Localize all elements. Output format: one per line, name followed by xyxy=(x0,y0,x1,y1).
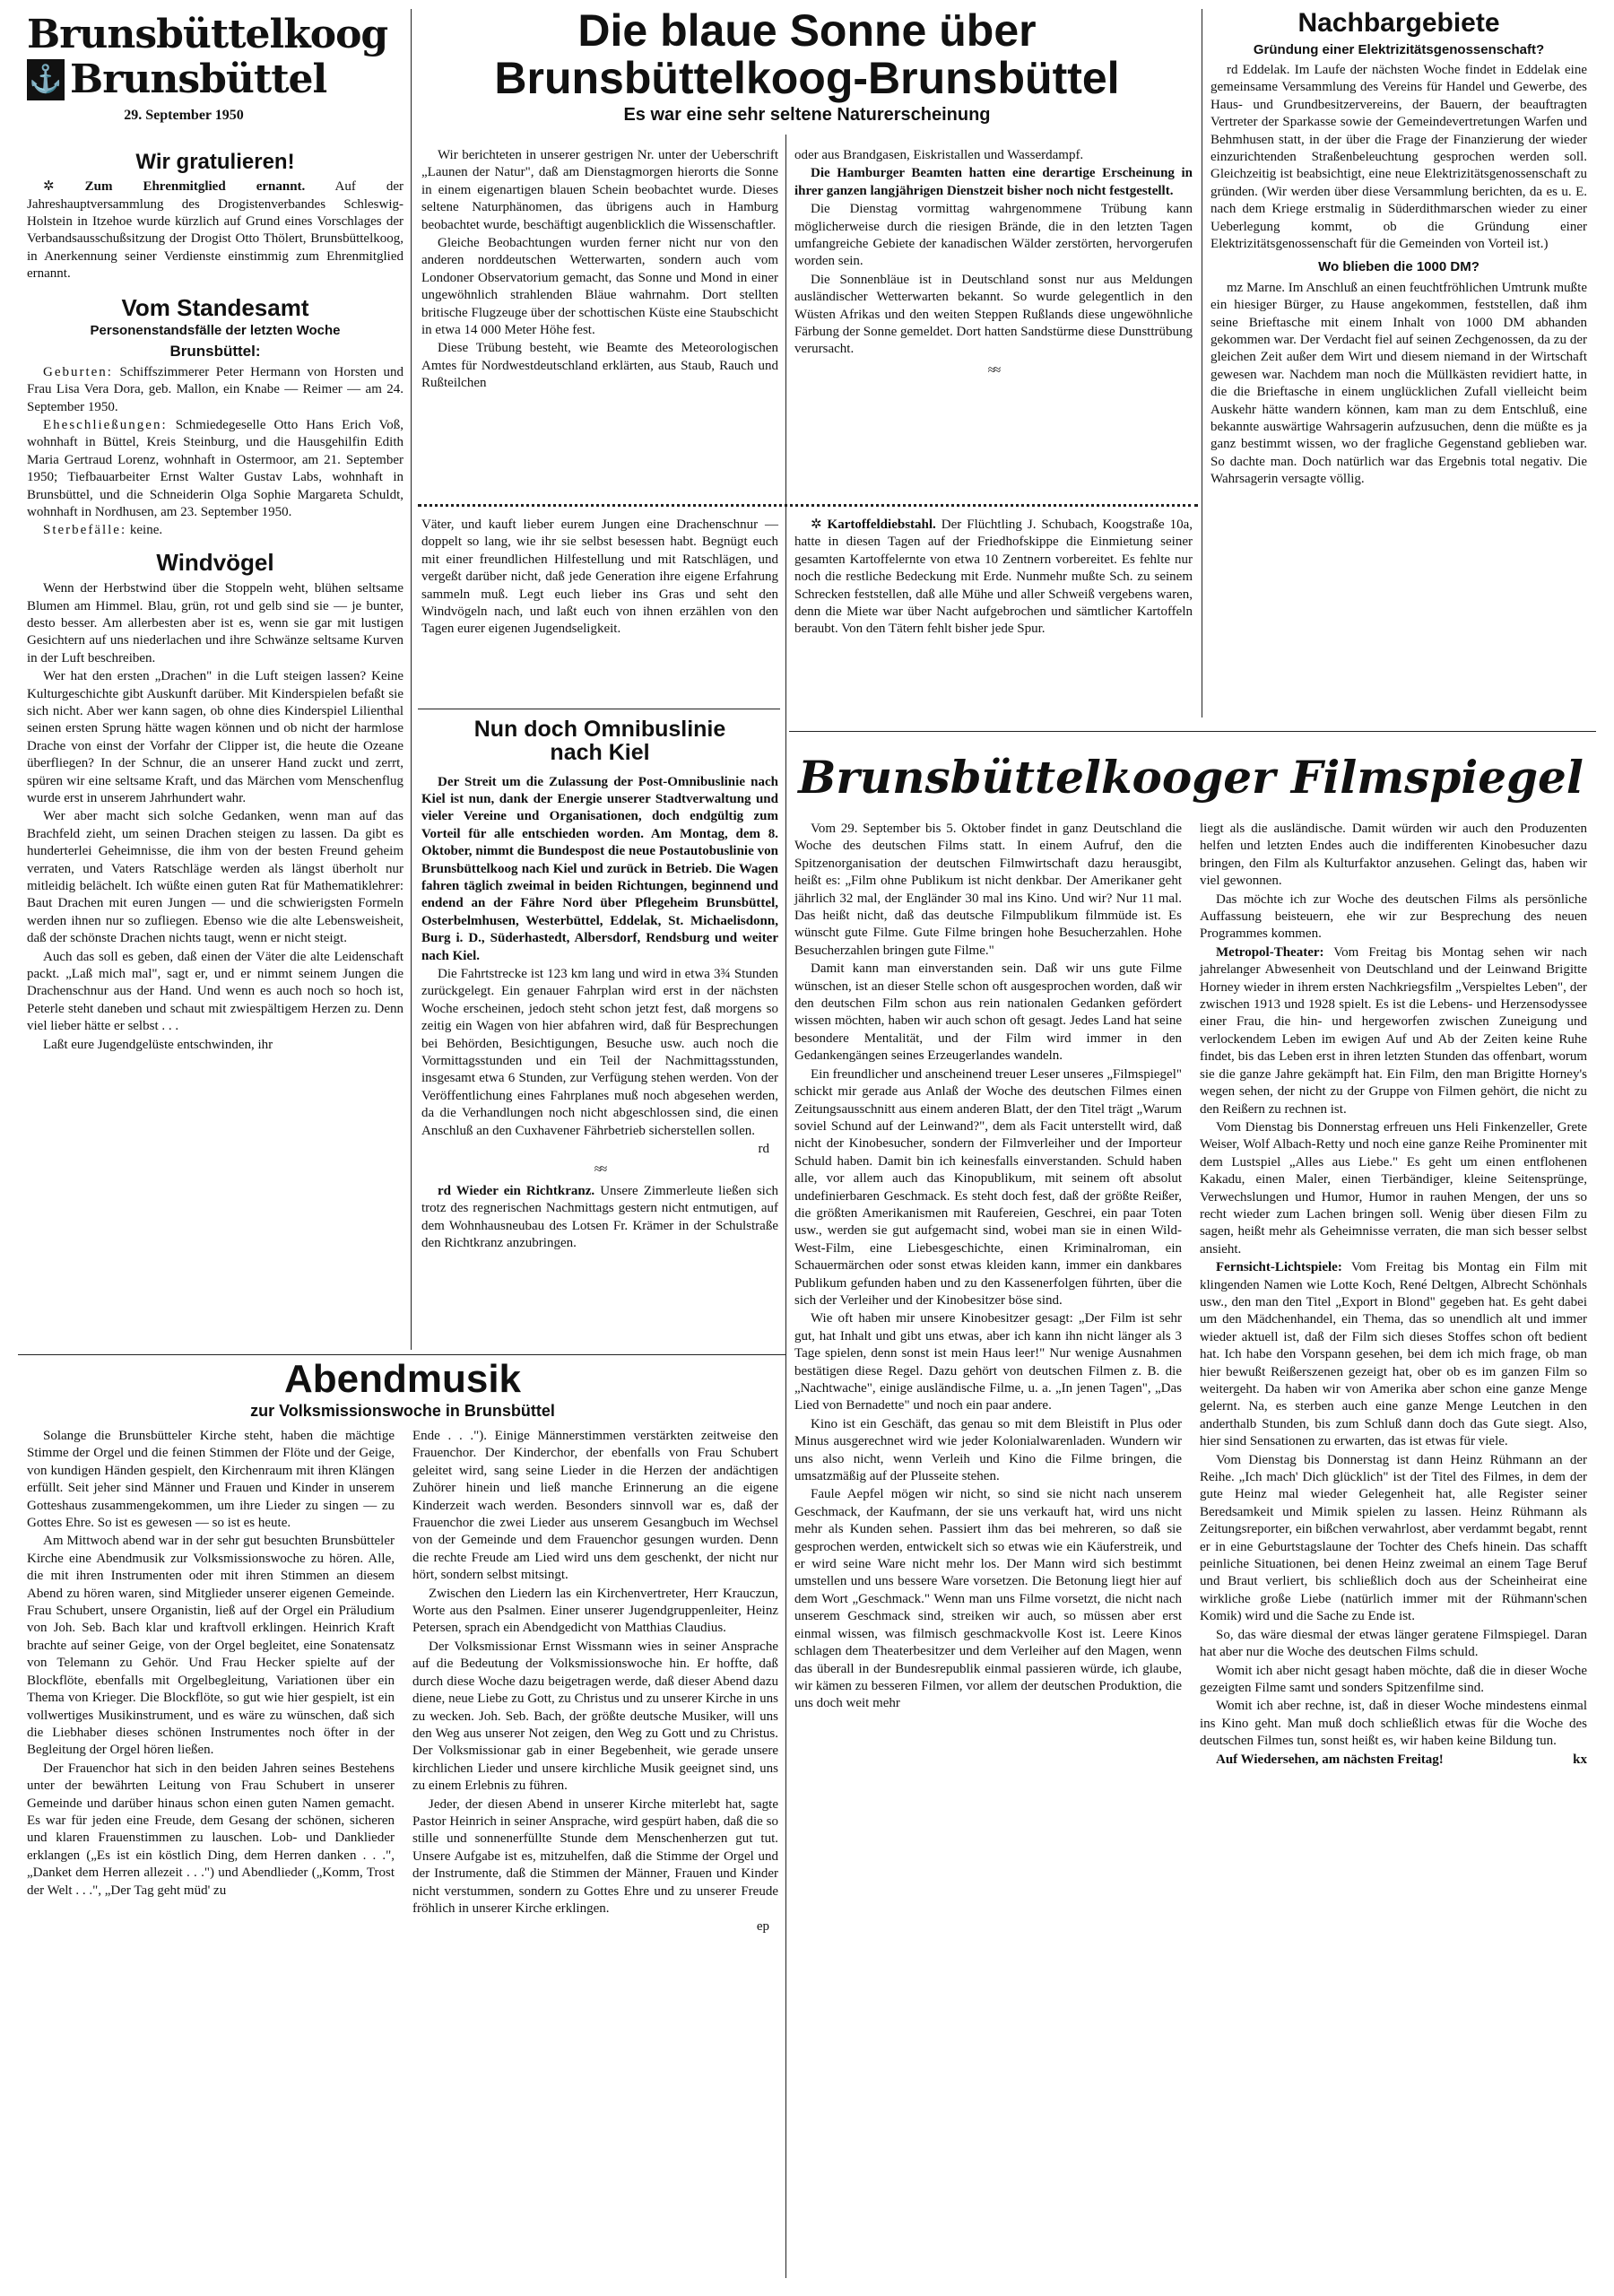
divider xyxy=(789,731,1596,732)
abendmusik-col-b: Ende . . ."). Einige Männerstimmen verstärkten zeitweise den Frauenchor. Der Kinderchor, der ebenfalls von Frau Schubert geleitet wird, sang seine Lieder in die Herzen der andächtigen Zuhörer hinein und ließ manche Erinnerung an die eigene Kinderzeit wach werden. Besonders sinnvoll war es, daß der Frauenchor die zwei Lieder aus unserem Gesangbuch im Wechsel von der Gemeinde und dem Frauenchor gesungen wurden. Denn die rechte Freude am Lied wird uns dem geschenkt, der nicht nur hört, sondern selbst mitsingt. Zwischen den Liedern las ein Kirchenvertreter, Herr Krauczun, Worte aus den Psalmen. Einer unserer Jugendgruppenleiter, Heinz Petersen, sprach ein Abendgedicht von Matthias Claudius. Der Volksmissionar Ernst Wissmann wies in seiner Ansprache auf die Bedeutung der Volksmissionswoche hin. Er hoffte, daß durch diese Woche dazu beigetragen werde, daß dieser Abend dazu diene, neue Liebe zu Gott, zu Christus und zu unserer Kirche in uns zu wecken. Joh. Seb. Bach, der größte deutsche Musiker, will uns den Weg aus unserer Not zeigen, den Weg zu Gott und zu Christus. Der Volksmissionar gab in einer Begebenheit, wie gerade unsere kirchlichen Lieder und unsere kirchliche Musik geeignet sind, uns zu einem Erlebnis zu führen. Jeder, der diesen Abend in unserer Kirche miterlebt hat, sagte Pastor Heinrich in seiner Ansprache, wird gespürt haben, daß die so stille und sonnenerfüllte Stunde dem Menschenherzen gut tut. Unsere Aufgabe ist es, mitzuhelfen, daß die Stimme der Orgel und der Instrumente, daß die Stimmen der Männer, Frauen und Kinder nicht verstummen, sondern zu Gottes Ehre und zu unserer Freude fröhlich in unserer Kirche erklingen. ep xyxy=(412,1429,778,1935)
nachbar-title: Nachbargebiete xyxy=(1297,8,1500,38)
blaue-sonne-col-a: Wir berichteten in unserer gestrigen Nr. unter der Ueberschrift „Launen der Natur", daß am Dienstagmorgen hierorts die Sonne in einem eigenartigen blauen Schein beobachtet wurde. Dieses seltene Naturphänomen, das übrigens auch in Hamburg beobachtet wurde, beschäftigt augenblicklich die Wissenschaftler. Gleiche Beobachtungen wurden ferner nicht nur von den anderen norddeutschen Wetterwarten, sondern auch vom Londoner Observatorium gemacht, das Sonne und Mond in einer ungewöhnlich strahlenden Bläue wahrnahm. Dort stellten britische Flugzeuge über der schottischen Küste eine Staubschicht in etwa 14 000 Meter Höhe fest. Diese Trübung besteht, wie Beamte des Meteorologischen Amtes für Nordwestdeutschland erklärten, aus Staub, Rauch und Rußteilchen xyxy=(421,148,778,391)
masthead xyxy=(27,12,388,147)
column-1: Wir gratulieren! ✲ Zum Ehrenmitglied ernannt. Auf der Jahreshauptversammlung des Drogistenverbandes Schleswig-Holstein in Itzehoe wurde kürzlich auf Grund eines Vorschlages der Verbandsausschußsitzung der Drogist Otto Thölert, Brunsbüttelkoog, in Anerkennung seiner Verdienste einstimmig zum Ehrenmitglied ernannt. Vom Standesamt Personenstandsfälle der letzten Woche Brunsbüttel: Geburten: Schiffszimmerer Peter Hermann von Horsten und Frau Lisa Vera Dora, geb. Mallon, ein Knabe — Reimer — am 24. September 1950. Eheschließungen: Schmiedegeselle Otto Hans Erich Voß, wohnhaft in Büttel, Kreis Steinburg, und die Hausgehilfin Edith Maria Gertraud Lorenz, wohnhaft in Ostermoor, am 21. September 1950; Tiefbauarbeiter Ernst Walter Gustav Labs, wohnhaft in Brunsbüttel, und die Schneiderin Olga Sophie Margareta Schuldt, wohnhaft in Nordhusen, am 23. September 1950. Sterbefälle: keine. Windvögel Wenn der Herbstwind über die Stoppeln weht, blühen seltsame Blumen am Himmel. Blau, grün, rot und gelb sind sie — je bunter, desto besser. Am allerbesten aber ist es, wenn sie gar mit lustigen Gesichtern auf uns niederlachen und ihre Schwänze seltsame Kurven in der Luft beschreiben. Wer hat den ersten „Drachen" in die Luft steigen lassen? Keine Kulturgeschichte gibt Auskunft darüber. Mit Kinderspielen befaßt sie sich nicht. Aber wer kann sagen, ob ohne dies Kinderspiel Lilienthal seinen ersten Sprung hätte wagen können und ob nicht der harmlose Drache von einst der Vorfahr der Clipper ist, die heute die Ozeane überfliegen? In der Schnur, die an unserer Hand zuckt und zerrt, spüren wir eine seltsame Kraft, und das Märchen vom Menschenflug wurde erst in unserem Jahrhundert wahr. Wer aber macht sich solche Gedanken, wenn man auf das Brachfeld zieht, um seinen Drachen steigen zu lassen. Da gibt es hunderterlei Geheimnisse, die ihm von der besten Freund geheim verraten, und Vaters Ratschläge werden als längst überholt nur mitleidig belächelt. Ich wüßte einen guten Rat für Mathematiklehrer: Baut Drachen mit euren Jungen — und die schwierigsten Formeln werden ihnen nur so zufliegen. Ebenso wie die alte Lebensweisheit, daß der schönste Drachen nichts taugt, wenn er nicht steigt. Auch das soll es geben, daß einen der Väter die alte Leidenschaft packt. „Laß mich mal", sagt er, und er nimmt seinem Jungen die Drachenschnur aus der Hand. Und wenn es auch noch so hoch ist, Peterle steht daneben und schaut mit zwiespältigem Herzen zu. Denn viel lieber hätte er selbst . . . Laßt eure Jugendgelüste entschwinden, ihr xyxy=(27,150,404,1052)
omnibus-title-2: nach Kiel xyxy=(550,740,650,766)
star-icon: ✲ xyxy=(43,179,85,195)
dotted-divider xyxy=(418,504,1198,509)
column-rule xyxy=(785,135,786,2278)
windvoegel-title: Windvögel xyxy=(156,548,274,576)
divider xyxy=(18,1354,785,1355)
filmspiegel-title: Brunsbüttelkooger Filmspiegel xyxy=(798,751,1584,804)
column-rule xyxy=(411,9,412,1350)
blaue-sonne-title-2: Brunsbüttelkoog-Brunsbüttel xyxy=(494,52,1120,103)
blaue-sonne-subtitle: Es war eine sehr seltene Naturerscheinung xyxy=(623,105,991,125)
abendmusik-header xyxy=(27,1359,778,1427)
windvoegel-continuation: Väter, und kauft lieber eurem Jungen eine Drachenschnur — doppelt so lang, wie ihr sie selbst besessen habt. Begnügt euch mit einer freundlichen Hilfestellung und mit Ratschlägen, und vergeßt darüber nicht, daß jede Generation ihre eigene Erfahrung sammeln muß. Legt euch lieber ins Gras und seht den Windvögeln nach, und laßt euch von ihnen erzählen von den Tagen eurer eigenen Jugendseligkeit. xyxy=(421,517,778,637)
abendmusik-subtitle: zur Volksmissionswoche in Brunsbüttel xyxy=(250,1402,555,1421)
anchor-icon: ⚓ xyxy=(27,59,65,100)
kartoffel-article: ✲ Kartoffeldiebstahl. Der Flüchtling J. Schubach, Koogstraße 10a, hatte in diesen Tagen auf der Friedhofskippe die Einmietung seiner gesamten Kartoffelernte von etwa 10 Zentnern vorbereitet. Es fehlte nur noch die restliche Bedeckung mit Erde. Nunmehr mußte Sch. zu seinem Schrecken feststellen, daß alle Mühe und aller Schweiß vergebens waren, denn die Miete war über Nacht aufgebrochen und sämtlicher Kartoffeln beraubt. Von den Tätern fehlt bisher jede Spur. xyxy=(794,517,1193,637)
omnibus-article: Nun doch Omnibuslinie nach Kiel Der Streit um die Zulassung der Post-Omnibuslinie nach Kiel ist nun, dank der Energie unserer Stadtverwaltung und vieler Vereine und Organisationen, doch endgültig zum Vorteil für alle entschieden worden. Am Montag, dem 8. Oktober, nimmt die Bundespost die neue Postautobuslinie von Brunsbüttelkoog nach Kiel und zurück in Betrieb. Die Wagen fahren täglich zweimal in beiden Richtungen, beginnend und endend an der Fähre Nord über Pflegeheim Brunsbüttel, Osterbelmhusen, Westerbüttel, Eddelak, St. Michaelisdonn, Burg i. D., Süderhastedt, Albersdorf, Rendsburg und weiter nach Kiel. Die Fahrtstrecke ist 123 km lang und wird in etwa 3¾ Stunden zurückgelegt. Ein genauer Fahrplan wird erst in der nächsten Woche erscheinen, jedoch steht schon jetzt fest, daß morgens so zeitig ein Wagen von hier abfahren wird, daß für Besprechungen bei Behörden, Besichtigungen, Besuche usw. auch noch die Vormittagsstunden und ein Teil der Nachmittagsstunden, insgesamt etwa 6 Stunden, zur Verfügung stehen werden. Von der Veröffentlichung eines Fahrplanes muß noch abgesehen werden, da die Verhandlungen noch nicht abgeschlossen sind, die einen Anschluß an den Cuxhavener Fährbetrieb sicherstellen sollen. rd ≈≈ rd Wieder ein Richtkranz. Unsere Zimmerleute ließen sich trotz des regnerischen Nachmittags gestern nicht entmutigen, auf dem Wohnhausneubau des Lotsen Fr. Krämer in der Schulstraße den Richtkranz anzubringen. xyxy=(421,717,779,1251)
gratulieren-title: Wir gratulieren! xyxy=(135,150,295,174)
standesamt-title: Vom Standesamt xyxy=(121,293,309,321)
blaue-sonne-title-1: Die blaue Sonne über xyxy=(577,5,1037,56)
masthead-title-1: Brunsbüttelkoog xyxy=(27,12,388,57)
nachbargebiete: Nachbargebiete Gründung einer Elektrizitätsgenossenschaft? rd Eddelak. Im Laufe der nächsten Woche findet in Eddelak eine gemeinsame Versammlung des Vereins für Handel und Gewerbe, des Haus- und Grundbesitzervereins, der Bauern, der beauftragten Vertreter der Sparkasse sowie der Gemeindevertretungen Warfen und Behmhusen statt, in der über die Frage der Finanzierung der wieder einzurichtenden Straßenbeleuchtung gesprochen werden soll. Gleichzeitig ist beabsichtigt, eine neue Elektrizitätsgenossenschaft zu gründen. (Wir werden über diese Versammlung berichten, da es u. E. nach dem Kriege erstmalig in Süderdithmarschen wieder zu einer Ueberlegung kommt, ob die Gründung einer Elektrizitätsgenossenschaft für die Gemeinden von Vorteil ist.) Wo blieben die 1000 DM? mz Marne. Im Anschluß an einen feuchtfröhlichen Umtrunk mußte ein hiesiger Bürger, zu Hause angekommen, feststellen, daß ihm seine Brieftasche mit einem Inhalt von 1000 DM abhanden gekommen war. Der Verdacht fiel auf seinen Zechgenossen, da zu der gleichen Zeit außer dem Wirt und diesem niemand in der Wirtschaft gewesen war. Nachdem man noch die Müllkästen revidiert hatte, in die die Brieftasche in einem unglücklichen Zufall vielleicht beim Auskehr hätte wandern können, kam man zu dem Entschluß, eine bekannte auswärtige Wahrsagerin aufzusuchen, denn die müßte es ja ganz bestimmt wissen, wo der fragliche Gegenstand geblieben war. So dachte man. Doch natürlich war das Ergebnis total negativ. Die Wahrsagerin versagte völlig. xyxy=(1210,8,1587,487)
abendmusik-col-a: Solange die Brunsbütteler Kirche steht, haben die mächtige Stimme der Orgel und die feinen Stimmen der Flöte und der Geige, von kundigen Händen gespielt, den Kirchenraum mit ihren Klängen erfüllt. Seit jeher sind Männer und Frauen und Kinder in unserem Gotteshaus zusammengekommen, um ihre Lieder zu singen — zu Gottes Ehre. So ist es gewesen — so ist es heute. Am Mittwoch abend war in der sehr gut besuchten Brunsbütteler Kirche eine Abendmusik zur Volksmissionswoche zu hören. Alle, die mit ihren Instrumenten oder mit ihren Stimmen an diesem Abend zu hören waren, sind Mitglieder unserer eigenen Gemeinde. Frau Schubert, unsere Organistin, ließ auf der Orgel ein Präludium von Joh. Seb. Bach klar und kraftvoll erklingen. Heinrich Kraft brachte auf seiner Geige, von der Orgel begleitet, eine Sonatensatz von Telemann zu Gehör. Und Frau Hecker spielte auf der Blockflöte, ebenfalls mit Orgelbegleitung, Variationen über ein Thema von Krieger. Die Blockflöte, so gut wie hier gespielt, ist ein vollwertiges Musikinstrument, und es wäre zu wünschen, daß sich die Liebhaber dieses schönen Instrumentes noch öfter in der Begleitung der Orgel hören ließen. Der Frauenchor hat sich in den beiden Jahren seines Bestehens unter der bewährten Leitung von Frau Schubert in unserer Gemeinde und darüber hinaus schon einen guten Namen gemacht. Es war für jeden eine Freude, dem Gesang der schönen, sicheren und klaren Frauenstimmen zu lauschen. Lob- und Danklieder erklangen („Es ist ein köstlich Ding, dem Herren danken . . .", „Danket dem Herren allezeit . . .") und Abendlieder („Komm, Trost der Welt . . .", „Der Tag geht müd' zu xyxy=(27,1429,395,1898)
abendmusik-title: Abendmusik xyxy=(283,1357,522,1401)
blaue-sonne-col-b: oder aus Brandgasen, Eiskristallen und Wasserdampf. Die Hamburger Beamten hatten eine derartige Erscheinung in ihrer ganzen langjährigen Dienstzeit bisher noch nicht festgestellt. Die Dienstag vormittag wahrgenommene Trübung kann möglicherweise durch die riesigen Brände, die in den letzten Tagen umfangreiche Gebiete der kanadischen Wälder zerstörten, hervorgerufen worden sein. Die Sonnenbläue ist in Deutschland sonst nur aus Meldungen ausländischer Wetterwarten bekannt. So wurde gelegentlich in den Wüsten Afrikas und den weiten Steppen Rußlands diese ungewöhnliche Färbung der Sonne gemeldet. Dort hatten Sandstürme diese Dunsttrübung verursacht. ≈≈ xyxy=(794,148,1193,378)
filmspiegel-header xyxy=(794,737,1587,818)
filmspiegel-col-b: liegt als die ausländische. Damit würden wir auch den Produzenten helfen und letzten Endes auch die indifferenten Kinobesucher dazu bringen, den Film als Kulturfaktor anzusehen. Gelingt das, haben wir viel gewonnen. Das möchte ich zur Woche des deutschen Films als persönliche Auffassung beisteuern, ehe wir zur Besprechung des neuen Programmes kommen. Metropol-Theater: Vom Freitag bis Montag sehen wir nach jahrelanger Abwesenheit von Deutschland und der Leinwand Brigitte Horney wieder in ihrem ersten Nachkriegsfilm „Verspieltes Leben", der zwischen 1913 und 1928 spielt. Es ist die Lebens- und Herzensodyssee einer Frau, die hin- und hergeworfen zwischen Zuneigung und verlockendem Leben im ewigen Auf und Ab der Zeiten keine Ruhe findet, bis das Leben erst in ihren letzten Stunden das offenbart, worum sie die ganze Jahre gekämpft hat. Ein Film, den man Brigitte Horney's wegen sehen, der nicht zu der Gruppe von Filmen gehört, die nicht zu den Reißern zu rechnen ist. Vom Dienstag bis Donnerstag erfreuen uns Heli Finkenzeller, Grete Weiser, Wolf Albach-Retty und noch eine ganze Reihe Prominenter mit dem Lustspiel „Alles aus Liebe." Es geht um einen entflohenen Kakadu, einen Maler, einen Tierbändiger, kleine Seitensprünge, Verwechslungen und Humor, Humor in rauhen Mengen, der uns so recht wieder zum Lachen bringen soll. Wenig über diesen Film zu sagen, heißt mehr als Geheimnisse verraten, die man sich besser selbst ansieht. Fernsicht-Lichtspiele: Vom Freitag bis Montag ein Film mit klingenden Namen wie Lotte Koch, René Deltgen, Albrecht Schönhals usw., den man den Titel „Export in Blond" gegeben hat. Es geht dabei um den Mädchenhandel, ein Thema, das so unendlich alt und immer wieder aktuell ist, daß der Film sich dieses Stoffes schon oft bedient hat. Ich habe den Vorspann gesehen, bei dem ich mich frage, ob man hier bewußt Reißerszenen gezeigt hat, ober ob es im ganzen Film so weitergeht. Da haben wir von Amerika aber schon eine ganze Menge gelernt. Na, es sterben auch eine ganze Menge Leutchen in den anderthalb Stunden, bis zum Schluß dann doch das Gute siegt. Also, hier sind Sensationen zu erwarten, das ist etwas für viele. Vom Dienstag bis Donnerstag ist dann Heinz Rühmann an der Reihe. „Ich mach' Dich glücklich" ist der Titel des Filmes, in dem der gute Heinz mal wieder Gelegenheit hat, alle Register seiner Beredsamkeit und Mimik spielen zu lassen. Heinz Rühmann als Zeitungsreporter, ein bißchen verwahrlost, aber verdammt begabt, rennt er in eine Geburtstagslaune der Tochter des Chefs hinein. Das schafft peinliche Situationen, bei denen Heinz zweimal an einem Tage Beruf und Braut verliert, bis schließlich doch aus der Scheinheirat eine wirkliche große Liebe (natürlich immer mit der Rühmann'schen Komik) wird und die Sache zu Ende ist. So, das wäre diesmal der etwas länger geratene Filmspiegel. Daran hat aber nur die Woche des deutschen Films schuld. Womit ich aber nicht gesagt haben möchte, daß die in dieser Woche gezeigten Filme samt und sonders Spitzenfilme sind. Womit ich aber rechne, ist, daß in dieser Woche mindestens einmal ins Kino geht. Man muß doch schließlich etwas für die Woche des deutschen Filmes tun, sonst heißt es, wir haben keine Bildung tun. Auf Wiedersehen, am nächsten Freitag! kx xyxy=(1200,822,1587,1767)
filmspiegel-col-a: Vom 29. September bis 5. Oktober findet in ganz Deutschland die Woche des deutschen Films statt. In einem Aufruf, den die Spitzenorganisation der deutschen Filmwirtschaft dazu herausgibt, heißt es: „Film ohne Publikum ist nicht denkbar. Der Amerikaner geht jährlich 32 mal, der Engländer 30 mal ins Kino. Und wir? Nur 11 mal. Das heißt nicht, daß das deutsche Filmpublikum filmmüde ist. Es wünscht gute Filme. Gute Filme bringen hohe Besucherzahlen. Hohe Besucherzahlen bringen gute Filme." Damit kann man einverstanden sein. Daß wir uns gute Filme wünschen, ist an dieser Stelle schon oft ausgesprochen worden, daß wir den deutschen Film schon aus rein nationalen Gedanken gefördert wissen möchten, haben wir auch schon oft gesagt. Jedes Land hat seine besondere Mentalität, und der Film wird immer in den Gedankengängen seines Erzeugerlandes wandeln. Ein freundlicher und anscheinend treuer Leser unseres „Filmspiegel" schickt mir gerade aus Anlaß der Woche des deutschen Filmes einen Zeitungsausschnitt aus einem anderen Blatt, der den Titel trägt „Warum soviel Schund auf der Leinwand?", dem als Facit unterstellt wird, daß nicht der Kinobesucher, sondern der Filmverleiher und der Importeur Schuld haben. Damit bin ich keinesfalls einverstanden. Schuld haben alle, vor allem auch das Kinopublikum, mit seinem oft absolut undefinierbaren Geschmack. Es steht doch fest, daß der größte Reißer, die größten Amerikanismen mit Raufereien, Geschrei, ein paar Toten usw., werden sie gut aufgemacht sind, wobei man sie in einen Wild-West-Film, eine Liebesgeschichte, einen Kriminalroman, ein Schauermärchen oder sonst etwas kleiden kann, immer ein dankbares Publikum gefunden haben und zu den Kassenerfolgen führten, über die sich der Verleiher und der Kinobesitzer böse sind. Wie oft haben mir unsere Kinobesitzer gesagt: „Der Film ist sehr gut, hat Inhalt und gibt uns etwas, aber ich kann ihn nicht länger als 3 Tage spielen, denn sonst ist mein Haus leer!" Nur wenige Ausnahmen bestätigen diese Regel. Dazu gehört von deutschen Filmen z. B. die „Nachtwache", einige ausländische Filme, u. a. „In jenen Tagen", „Das Lied von Bernadette" und noch ein paar andere. Kino ist ein Geschäft, das genau so mit dem Bleistift in Plus oder Minus ausgerechnet wird wie jeder Kolonialwarenladen. Wundern wir uns also nicht, wenn Verleih und Kino die Filme bringen, die umsatzmäßig auf der Plusseite stehen. Faule Aepfel mögen wir nicht, so sind sie nicht nach unserem Geschmack, der Kaufmann, der sie uns verkauft hat, wird uns nicht mehr als Kunden sehen. Passiert ihm das bei mehreren, so daß sie gesprochen werden, entwickelt sich so etwas wie ein Käuferstreik, und er wird seine Ware nicht mehr los. Der Mann wird sich bestimmt umstellen und uns bessere Ware vorsetzen. Die Betonung liegt hier auf dem Wort „Geschmack." Wenn man uns Filme vorsetzt, die nicht nach unserem Geschmack sind, streiken wir auch, so müssen aber erst einmal wissen, was filmisch geschmackvolle Kost ist. Leere Kinos schlagen dem Theaterbesitzer und dem Verleiher auf den Magen, wenn das überall in der Bundesrepublik einmal passieren würde, ich glaube, wir kämen zu besseren Filmen, vor allem der deutschen Produktion, die uns doch weit mehr xyxy=(794,822,1182,1711)
masthead-date: 29. September 1950 xyxy=(124,108,244,123)
masthead-title-2: Brunsbüttel xyxy=(70,57,327,102)
omnibus-title-1: Nun doch Omnibuslinie xyxy=(473,717,726,742)
star-icon: ✲ xyxy=(811,517,828,532)
blaue-sonne-header xyxy=(421,7,1193,146)
